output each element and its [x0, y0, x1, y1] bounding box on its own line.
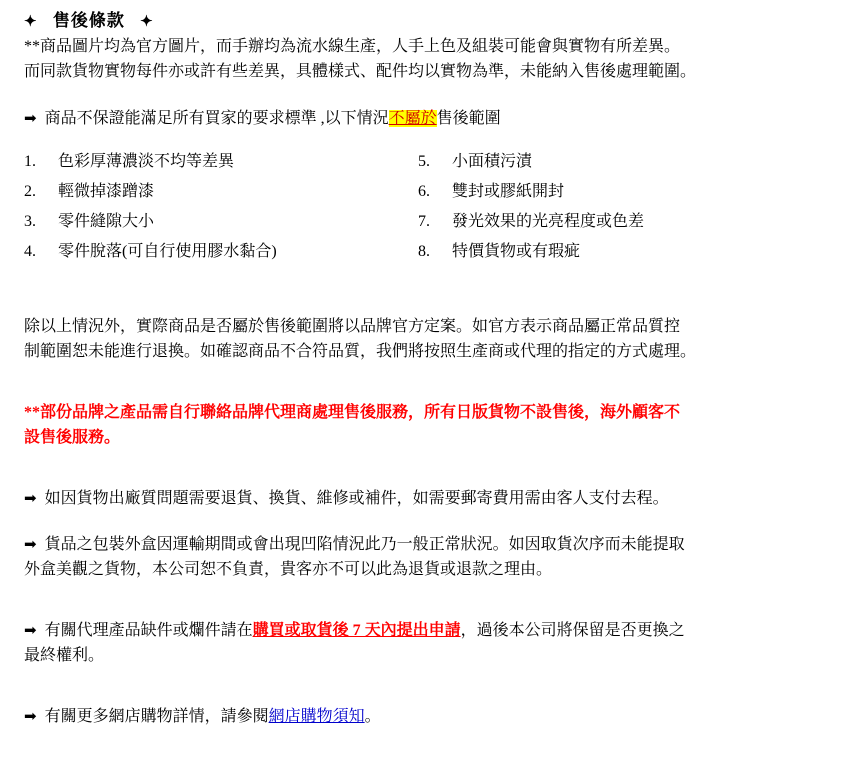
table-row: [24, 207, 644, 237]
diamond-right-icon: ✦: [140, 14, 154, 30]
reason-text-3: 零件縫隙大小: [58, 213, 155, 231]
note-1: [24, 487, 850, 512]
arrow-icon: ➡: [24, 108, 37, 127]
spacer: [0, 473, 864, 487]
spacer: [0, 301, 864, 315]
note-3-suffix: ，過後本公司將保留是否更換之: [460, 621, 685, 639]
note-4: [24, 705, 850, 730]
warning-line-1: **部份品牌之產品需自行聯絡品牌代理商處理售後服務，所有日版貨物不設售後，海外顧客不: [24, 403, 681, 421]
reason-text-5: 小面積污漬: [452, 153, 533, 171]
spacer: [0, 365, 864, 387]
spacer: [0, 267, 864, 301]
arrow-icon: ➡: [24, 535, 37, 554]
note-4-prefix: 有關更多網店購物詳情，請參閱: [44, 707, 269, 725]
spacer: [0, 451, 864, 473]
arrow-icon: ➡: [24, 706, 37, 725]
warning-line-2: 設售後服務。: [24, 428, 121, 446]
note-3-prefix: 有關代理產品缺件或爛件請在: [44, 621, 253, 639]
intro-line-1: **商品圖片均為官方圖片，而手辦均為流水線生產，人手上色及組裝可能會與實物有所差異。: [24, 38, 681, 55]
reason-text-6: 雙封或膠紙開封: [452, 183, 565, 201]
reason-num-6: 6.: [418, 183, 430, 201]
not-covered-highlight: 不屬於: [388, 109, 437, 127]
reason-num-2: 2.: [24, 183, 36, 201]
intro-line-2: 而同款貨物實物每件亦或許有些差異，具體樣式、配件均以實物為準，未能納入售後處理範圍。: [24, 62, 697, 80]
title-text: 售後條款: [52, 11, 125, 30]
spacer: [0, 583, 864, 605]
policy-para-line-1: 除以上情況外，實際商品是否屬於售後範圍將以品牌官方定案。如官方表示商品屬正常品質控: [24, 318, 681, 336]
shop-guide-link[interactable]: 網店購物須知: [268, 707, 365, 725]
arrow-icon: ➡: [24, 620, 37, 639]
note-4-suffix: 。: [364, 707, 381, 725]
not-covered-after: 售後範圍: [436, 109, 501, 127]
note-3: [24, 619, 850, 644]
not-covered-before: 商品不保證能滿足所有買家的要求標準 ,以下情況: [44, 109, 389, 127]
spacer: [0, 511, 864, 533]
note-1-text: 如因貨物出廠質問題需要退貨、換貨、維修或補件，如需要郵寄費用需由客人支付去程。: [44, 489, 669, 507]
arrow-icon: ➡: [24, 488, 37, 507]
reason-text-7: 發光效果的光亮程度或色差: [452, 213, 645, 231]
table-row: [24, 237, 644, 267]
reason-num-3: 3.: [24, 213, 36, 231]
reason-num-5: 5.: [418, 153, 430, 171]
note-3-emphasis: 購買或取貨後 7 天內提出申請: [252, 621, 461, 639]
page-title: [24, 6, 864, 31]
table-row: [24, 147, 644, 177]
spacer: [0, 691, 864, 705]
reason-text-8: 特價貨物或有瑕疵: [452, 243, 581, 261]
note-2: [24, 533, 850, 558]
note-2-text-line-1: 貨品之包裝外盒因運輸期間或會出現凹陷情況此乃一般正常狀況。如因取貨次序而未能提取: [44, 536, 685, 554]
note-2-line-2: 外盒美觀之貨物，本公司恕不負責，貴客亦不可以此為退貨或退款之理由。: [24, 561, 553, 579]
reason-num-1: 1.: [24, 153, 36, 171]
reasons-table: [24, 147, 644, 267]
reason-num-7: 7.: [418, 213, 430, 231]
note-3-line-2: 最終權利。: [24, 646, 105, 664]
reason-text-1: 色彩厚薄濃淡不均等差異: [58, 153, 235, 171]
reason-num-4: 4.: [24, 243, 36, 261]
table-row: [24, 177, 644, 207]
spacer: [0, 605, 864, 619]
reason-text-4: 零件脫落(可自行使用膠水黏合): [58, 243, 277, 261]
spacer: [0, 669, 864, 691]
diamond-left-icon: ✦: [24, 14, 38, 30]
spacer: [0, 85, 864, 107]
policy-para-line-2: 制範圍恕未能進行退換。如確認商品不合符品質，我們將按照生產商或代理的指定的方式處理。: [24, 343, 697, 361]
document-page: [0, 6, 864, 779]
spacer: [0, 387, 864, 401]
not-covered-statement: [24, 107, 850, 132]
reason-text-2: 輕微掉漆蹭漆: [58, 183, 155, 201]
reason-num-8: 8.: [418, 243, 430, 261]
